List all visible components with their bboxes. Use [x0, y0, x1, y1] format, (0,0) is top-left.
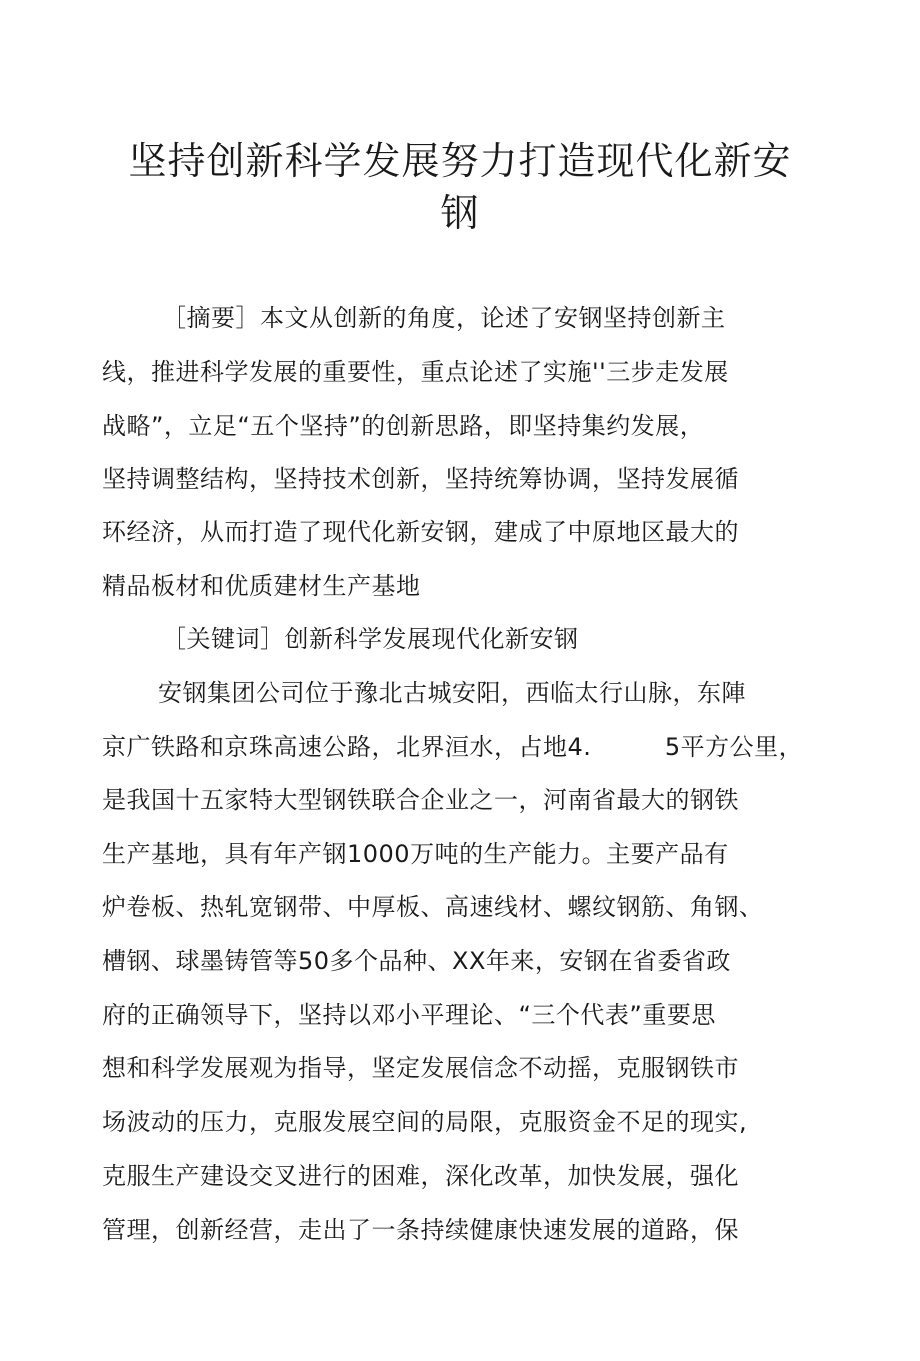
body-line: 克服生产建设交叉进行的困难，深化改革，加快发展，强化: [102, 1162, 739, 1190]
body-line: 安钢集团公司位于豫北古城安阳，西临太行山脉，东陣: [158, 679, 746, 707]
abstract-line: 线，推进科学发展的重要性，重点论述了实施''三步走发展: [102, 358, 729, 386]
abstract-line: 坚持调整结构，坚持技术创新，坚持统筹协调，坚持发展循: [102, 465, 739, 493]
document-title-line-1: 坚持创新科学发展努力打造现代化新安: [128, 139, 792, 183]
body-line: 槽钢、球墨铸管等50多个品种、XX年来，安钢在省委省政: [102, 947, 731, 975]
document-title-line-2: 钢: [440, 191, 480, 235]
body-line: 想和科学发展观为指导，坚定发展信念不动摇，克服钢铁市: [102, 1054, 739, 1082]
keywords-line: ［关键词］创新科学发展现代化新安钢: [162, 625, 579, 653]
body-line: 场波动的压力，克服发展空间的局限，克服资金不足的现实,: [102, 1108, 748, 1136]
body-line: 是我国十五家特大型钢铁联合企业之一，河南省最大的钢铁: [102, 786, 739, 814]
body-line: 府的正确领导下，坚持以邓小平理论、“三个代表”重要思: [102, 1001, 716, 1029]
body-line: 生产基地，具有年产钢1000万吨的生产能力。主要产品有: [102, 840, 729, 868]
body-line: 管理，创新经营，走出了一条持续健康快速发展的道路，保: [102, 1216, 739, 1244]
abstract-line: 精品板材和优质建材生产基地: [102, 572, 421, 600]
abstract-line: 环经济，从而打造了现代化新安钢，建成了中原地区最大的: [102, 518, 739, 546]
body-line: 京广铁路和京珠高速公路，北界洹水，占地4. 5平方公里，: [102, 733, 804, 761]
abstract-line: 战略”，立足“五个坚持”的创新思路，即坚持集约发展，: [102, 412, 705, 440]
abstract-line: ［摘要］本文从创新的角度，论述了安钢坚持创新主: [162, 304, 726, 332]
body-line: 炉卷板、热轧宽钢带、中厚板、高速线材、螺纹钢筋、角钢、: [102, 893, 764, 921]
